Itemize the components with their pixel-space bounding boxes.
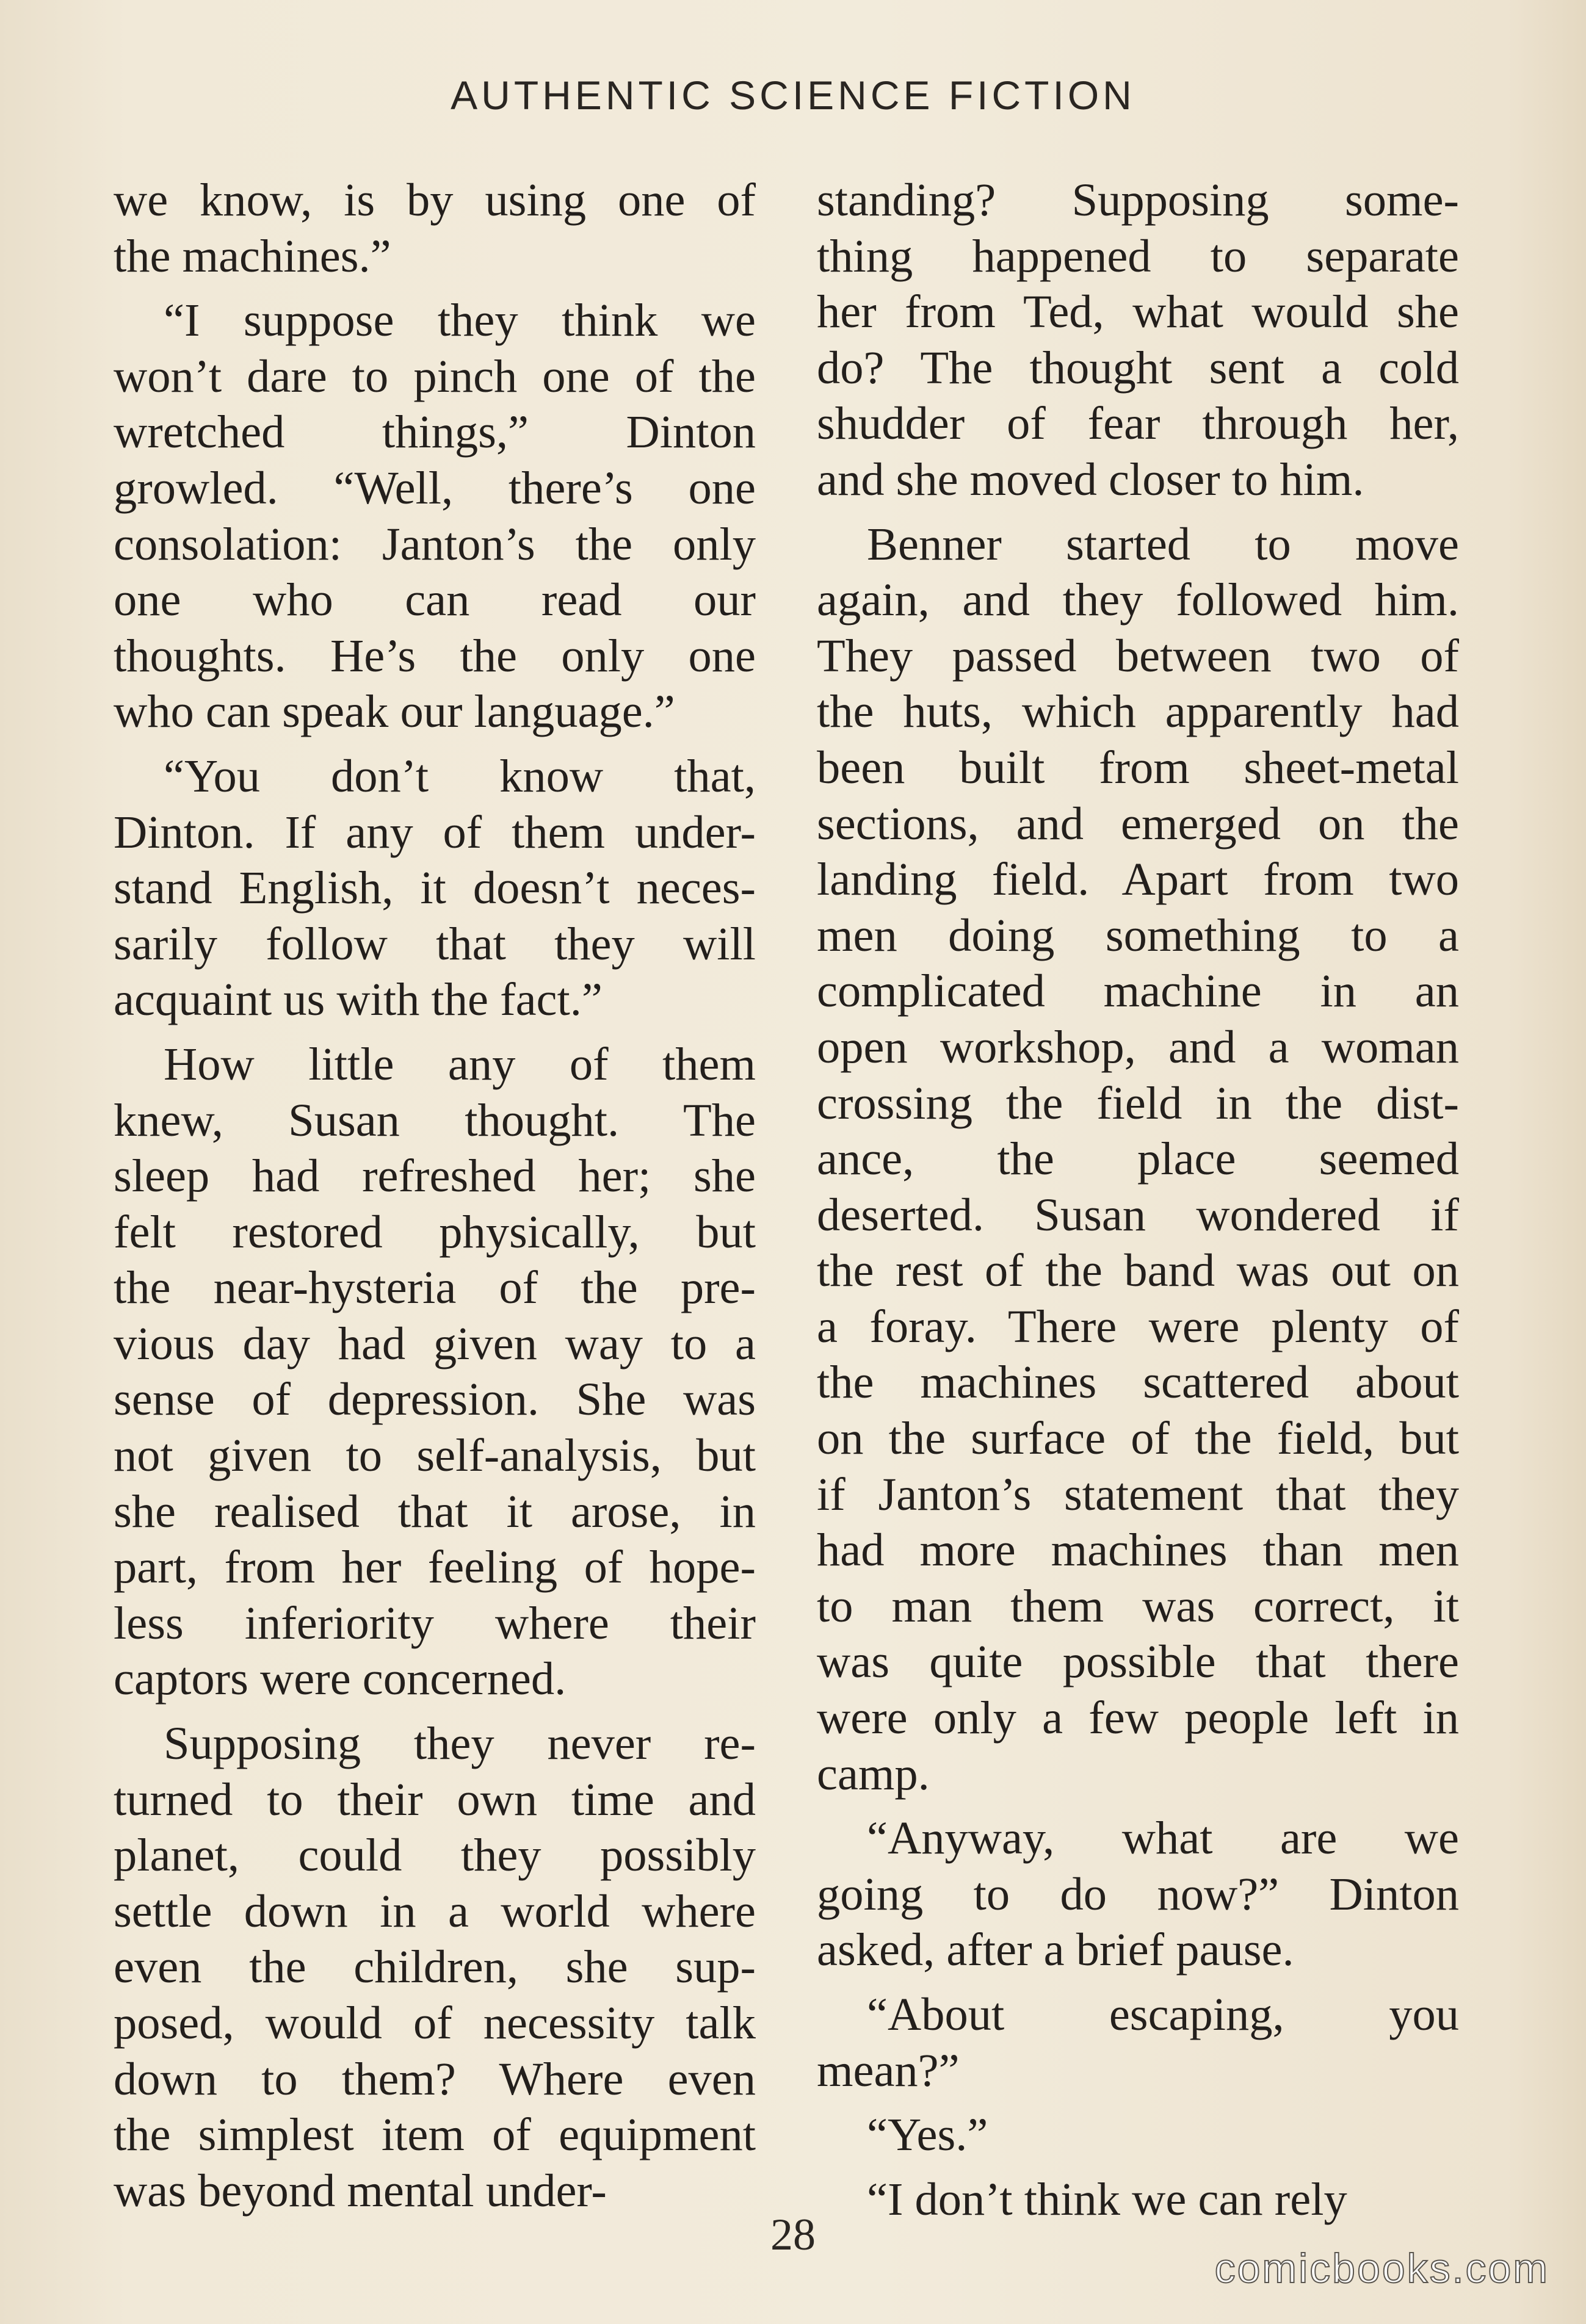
paragraph bbox=[114, 1036, 756, 1707]
text-line: wretched things,” Dinton bbox=[114, 406, 756, 458]
text-line: crossing the field in the dist- bbox=[817, 1077, 1459, 1129]
text-line: were only a few people left in bbox=[817, 1692, 1459, 1744]
text-line: mean?” bbox=[817, 2044, 960, 2096]
paragraph bbox=[817, 172, 1459, 508]
text-line: “Anyway, what are we bbox=[867, 1812, 1459, 1864]
text-line: not given to self-analysis, but bbox=[114, 1429, 756, 1482]
text-line: and she moved closer to him. bbox=[817, 453, 1364, 505]
text-line: sense of depression. She was bbox=[114, 1373, 756, 1426]
running-header: AUTHENTIC SCIENCE FICTION bbox=[451, 73, 1135, 118]
text-line: open workshop, and a woman bbox=[817, 1020, 1459, 1073]
text-line: who can speak our language.” bbox=[114, 685, 675, 738]
text-line: going to do now?” Dinton bbox=[817, 1868, 1459, 1920]
left-column bbox=[114, 172, 756, 2218]
text-line: on the surface of the field, but bbox=[817, 1412, 1459, 1465]
text-line: growled. “Well, there’s one bbox=[114, 461, 756, 514]
text-line: They passed between two of bbox=[817, 629, 1459, 682]
text-line: down to them? Where even bbox=[114, 2052, 756, 2105]
text-line: the rest of the band was out on bbox=[817, 1244, 1459, 1297]
paragraph bbox=[114, 748, 756, 1028]
text-line: she realised that it arose, in bbox=[114, 1485, 756, 1537]
text-line: deserted. Susan wondered if bbox=[817, 1188, 1459, 1241]
text-line: her from Ted, what would she bbox=[817, 286, 1459, 338]
text-line: settle down in a world where bbox=[114, 1885, 756, 1937]
paragraph bbox=[114, 172, 756, 284]
paragraph bbox=[817, 1987, 1459, 2098]
paragraph bbox=[817, 516, 1459, 1802]
text-line: planet, could they possibly bbox=[114, 1829, 756, 1882]
text-line: Benner started to move bbox=[867, 518, 1459, 570]
text-line: consolation: Janton’s the only bbox=[114, 518, 756, 570]
text-line: thoughts. He’s the only one bbox=[114, 629, 756, 682]
text-line: the simplest item of equipment bbox=[114, 2109, 756, 2161]
paragraph bbox=[114, 1716, 756, 2218]
text-line: if Janton’s statement that they bbox=[817, 1468, 1459, 1520]
text-line: “Yes.” bbox=[867, 2109, 988, 2161]
text-line: felt restored physically, but bbox=[114, 1205, 756, 1258]
text-line: part, from her feeling of hope- bbox=[114, 1541, 756, 1593]
text-line: had more machines than men bbox=[817, 1524, 1459, 1576]
text-line: “About escaping, you bbox=[867, 1988, 1459, 2040]
text-line: standing? Supposing some- bbox=[817, 174, 1459, 226]
text-line: captors were concerned. bbox=[114, 1653, 567, 1705]
text-line: the huts, which apparently had bbox=[817, 685, 1459, 738]
text-line: How little any of them bbox=[164, 1038, 756, 1090]
text-line: we know, is by using one of bbox=[114, 174, 756, 226]
text-line: shudder of fear through her, bbox=[817, 397, 1459, 450]
text-line: “I suppose they think we bbox=[164, 294, 756, 347]
text-line: landing field. Apart from two bbox=[817, 853, 1459, 906]
text-line: men doing something to a bbox=[817, 909, 1459, 961]
text-line: vious day had given way to a bbox=[114, 1317, 756, 1370]
text-line: acquaint us with the fact.” bbox=[114, 973, 603, 1026]
text-line: even the children, she sup- bbox=[114, 1941, 756, 1993]
watermark-text: comicbooks.com bbox=[1214, 2245, 1549, 2292]
paragraph bbox=[817, 2107, 1459, 2163]
text-line: “I don’t think we can rely bbox=[867, 2173, 1347, 2225]
right-column bbox=[817, 172, 1459, 2227]
text-line: knew, Susan thought. The bbox=[114, 1094, 756, 1146]
text-line: complicated machine in an bbox=[817, 965, 1459, 1017]
text-line: won’t dare to pinch one of the bbox=[114, 350, 756, 402]
text-line: ance, the place seemed bbox=[817, 1133, 1459, 1185]
text-line: sleep had refreshed her; she bbox=[114, 1150, 756, 1202]
text-line: Supposing they never re- bbox=[164, 1717, 756, 1770]
text-line: turned to their own time and bbox=[114, 1773, 756, 1825]
text-line: the machines scattered about bbox=[817, 1356, 1459, 1409]
text-line: do? The thought sent a cold bbox=[817, 341, 1459, 394]
text-line: sarily follow that they will bbox=[114, 917, 756, 970]
text-line: the machines.” bbox=[114, 229, 391, 282]
text-line: to man them was correct, it bbox=[817, 1579, 1459, 1632]
text-line: one who can read our bbox=[114, 574, 756, 626]
paragraph bbox=[817, 1810, 1459, 1978]
text-line: stand English, it doesn’t neces- bbox=[114, 862, 756, 914]
text-line: the near-hysteria of the pre- bbox=[114, 1261, 756, 1314]
page-number: 28 bbox=[770, 2210, 816, 2260]
text-line: been built from sheet-metal bbox=[817, 741, 1459, 793]
text-line: again, and they followed him. bbox=[817, 574, 1459, 626]
text-line: was beyond mental under- bbox=[114, 2164, 607, 2217]
text-line: less inferiority where their bbox=[114, 1597, 756, 1649]
text-line: asked, after a brief pause. bbox=[817, 1924, 1294, 1976]
text-line: was quite possible that there bbox=[817, 1636, 1459, 1688]
text-line: “You don’t know that, bbox=[164, 749, 756, 802]
text-line: sections, and emerged on the bbox=[817, 797, 1459, 850]
text-line: camp. bbox=[817, 1747, 930, 1800]
text-line: thing happened to separate bbox=[817, 229, 1459, 282]
text-line: posed, would of necessity talk bbox=[114, 1997, 756, 2049]
text-line: Dinton. If any of them under- bbox=[114, 806, 756, 858]
text-line: a foray. There were plenty of bbox=[817, 1300, 1459, 1352]
paragraph bbox=[114, 292, 756, 740]
